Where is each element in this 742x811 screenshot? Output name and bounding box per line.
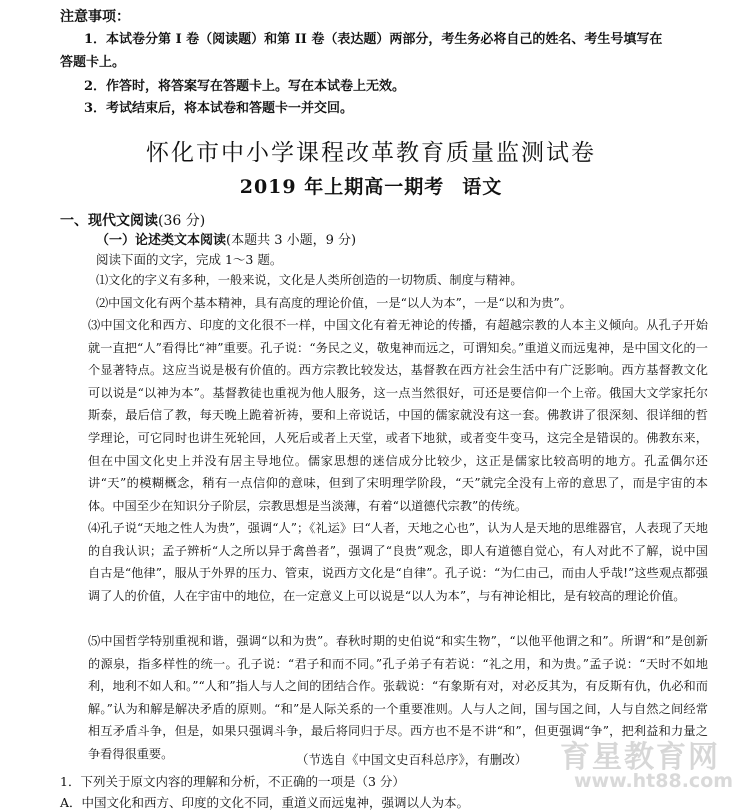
exam-subject: 语文: [462, 176, 503, 198]
paragraph-1: ⑴文化的字义有多种，一般来说，文化是人类所创造的一切物质、制度与精神。: [96, 273, 523, 287]
reading-instruction: 阅读下面的文字，完成 1～3 题。: [96, 252, 283, 267]
notice-item-1-cont: 答题卡上。: [60, 55, 126, 70]
subsection-note: (本题共 3 小题，9 分): [226, 233, 357, 248]
question-1-option-a: A．中国文化和西方、印度的文化不同，重道义而远鬼神，强调以人为本。: [60, 795, 470, 810]
subsection-heading: （一）论述类文本阅读(本题共 3 小题，9 分): [96, 233, 357, 248]
notice-item-3: 3．考试结束后，将本试卷和答题卡一并交回。: [84, 101, 354, 116]
paragraph-2: ⑵中国文化有两个基本精神，具有高度的理论价值，一是“以人为本”，一是“以和为贵”。: [96, 296, 572, 310]
watermark-logo: 育星教育网: [560, 740, 720, 775]
notice-heading: 注意事项：: [60, 9, 130, 25]
exam-subtitle: [0, 172, 742, 199]
watermark-url: www.ht88.com: [574, 770, 734, 792]
question-1-stem: 1．下列关于原文内容的理解和分析，不正确的一项是（3 分）: [60, 774, 405, 789]
paragraph-5: ⑸中国哲学特别重视和谐，强调“以和为贵”。春秋时期的史伯说“和实生物”，“以他平他谓之和”。所谓“和”是创新的源泉，指多样性的统一。孔子说：“君子和而不同。”孔子弟子有若说：“礼之用，和为贵。”孟子说：“天时不如地利，地利不如人和。”“人和”指人与人之间的团结合作。张载说：“有象斯有对，对必反其为，有反斯有仇，仇必和而解。”认为和解是解决矛盾的原则。“和”是人际关系的一个重要准则。人与人之间，国与国之间，人与自然之间经常相互矛盾斗争，但是，如果只强调斗争，最后将同归于尽。西方也不是不讲“和”，但更强调“争”，把利益和力量之争看得很重要。: [88, 634, 708, 761]
section-1-heading: 一、现代文阅读(36 分): [60, 213, 206, 229]
exam-term: 2019 年上期高一期考: [239, 176, 445, 198]
source-citation: （节选自《中国文史百科总序》，有删改）: [296, 752, 528, 767]
section-1-score: (36 分): [158, 213, 206, 229]
paragraph-3: ⑶中国文化和西方、印度的文化很不一样，中国文化有着无神论的传播，有超越宗教的人本主义倾向。从孔子开始就一直把“人”看得比“神”重要。孔子说：“务民之义，敬鬼神而远之，可谓知矣。”重道义而远鬼神，是中国文化的一个显著特点。这应当说是极有价值的。西方宗教比较发达，基督教在西方社会生活中有广泛影响。西方基督教文化可以说是“以神为本”。基督教徒也重视为他人服务，这一点当然很好，可还是要信仰一个上帝。俄国大文学家托尔斯泰，最后信了教，每天晚上跪着祈祷，要和上帝说话，中国的儒家就没有这一套。佛教讲了很深刻、很详细的哲学理论，可它同时也讲生死轮回，人死后或者上天堂，或者下地狱，或者变牛变马，这完全是错误的。佛教东来，但在中国文化史上并没有居主导地位。儒家思想的迷信成分比较少，这正是儒家比较高明的地方。孔孟偶尔还讲“天”的模糊概念，稍有一点信仰的意味，但到了宋明理学阶段，“天”就完全没有上帝的意思了，而是宇宙的本体。中国至少在知识分子阶层，宗教思想是当淡薄，有着“以道德代宗教”的传统。: [88, 318, 708, 513]
notice-item-2: 2．作答时，将答案写在答题卡上。写在本试卷上无效。: [84, 79, 406, 94]
notice-item-1: 1．本试卷分第 I 卷（阅读题）和第 II 卷（表达题）两部分，考生务必将自己的姓名、考生号填写在: [84, 32, 663, 47]
paragraph-4: ⑷孔子说“天地之性人为贵”，强调“人”；《礼运》曰“人者，天地之心也”，认为人是天地的思维器官，人表现了天地的自我认识；孟子辨析“人之所以异于禽兽者”，强调了“良贵”观念，即人有道德自觉心，有人对此不了解，说中国自古是“他律”，服从于外界的压力、管束，说西方文化是“自律”。孔子说：“为仁由己，而由人乎哉!”这些观点都强调了人的价值，人在宇宙中的地位，在一定意义上可以说是“以人为本”，与有神论相比，是有较高的理论价值。: [88, 521, 708, 603]
exam-title: 怀化市中小学课程改革教育质量监测试卷: [146, 140, 596, 166]
